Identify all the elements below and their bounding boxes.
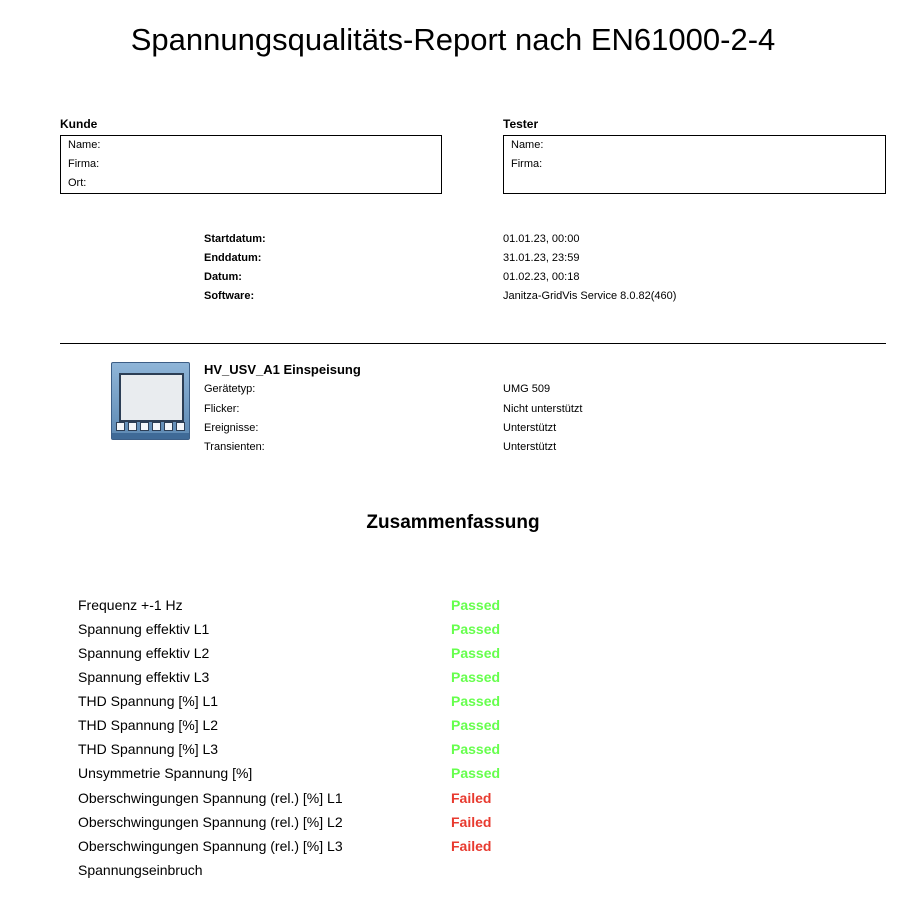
- tester-label: Tester: [503, 117, 539, 131]
- summary-row-label: Spannungseinbruch: [78, 862, 203, 878]
- enddatum-value: 31.01.23, 23:59: [503, 252, 580, 264]
- summary-row-status: Passed: [451, 717, 501, 733]
- device-image: [111, 362, 190, 440]
- kunde-label: Kunde: [60, 117, 98, 131]
- startdatum-value: 01.01.23, 00:00: [503, 233, 580, 245]
- transienten-label: Transienten:: [204, 441, 265, 453]
- summary-row-label: THD Spannung [%] L3: [78, 741, 219, 757]
- summary-row-status: Failed: [451, 814, 492, 830]
- startdatum-label: Startdatum:: [204, 233, 266, 245]
- summary-row-label: Oberschwingungen Spannung (rel.) [%] L1: [78, 790, 343, 806]
- summary-row-label: Spannung effektiv L2: [78, 645, 210, 661]
- flicker-label: Flicker:: [204, 403, 240, 415]
- software-value: Janitza-GridVis Service 8.0.82(460): [503, 290, 677, 302]
- kunde-ort-line: Ort:: [68, 177, 87, 189]
- geraetetyp-value: UMG 509: [503, 383, 551, 395]
- transienten-value: Unterstützt: [503, 441, 557, 453]
- ereignisse-value: Unterstützt: [503, 422, 557, 434]
- software-label: Software:: [204, 290, 255, 302]
- summary-row-label: THD Spannung [%] L2: [78, 717, 219, 733]
- summary-row-status: Failed: [451, 790, 492, 806]
- flicker-value: Nicht unterstützt: [503, 403, 583, 415]
- summary-row-status: Passed: [451, 621, 501, 637]
- summary-heading: Zusammenfassung: [366, 512, 540, 533]
- summary-row-status: Passed: [451, 645, 501, 661]
- summary-row-status: Passed: [451, 741, 501, 757]
- geraetetyp-label: Gerätetyp:: [204, 383, 256, 395]
- tester-firma-line: Firma:: [511, 158, 543, 170]
- divider: [60, 343, 886, 344]
- report-title: Spannungsqualitäts-Report nach EN61000-2-4: [130, 22, 776, 57]
- datum-value: 01.02.23, 00:18: [503, 271, 580, 283]
- summary-row-label: THD Spannung [%] L1: [78, 693, 219, 709]
- tester-box: [503, 135, 886, 194]
- ereignisse-label: Ereignisse:: [204, 422, 259, 434]
- summary-row-label: Spannung effektiv L3: [78, 669, 210, 685]
- summary-row-status: Failed: [451, 838, 492, 854]
- summary-row-status: Passed: [451, 669, 501, 685]
- kunde-box: [60, 135, 442, 194]
- summary-row-label: Frequenz +-1 Hz: [78, 597, 183, 613]
- summary-row-label: Unsymmetrie Spannung [%]: [78, 765, 253, 781]
- tester-name-line: Name:: [504, 135, 885, 155]
- summary-row-status: Passed: [451, 693, 501, 709]
- summary-row-label: Oberschwingungen Spannung (rel.) [%] L3: [78, 838, 343, 854]
- datum-label: Datum:: [204, 271, 242, 283]
- kunde-firma-line: Firma:: [68, 158, 100, 170]
- enddatum-label: Enddatum:: [204, 252, 262, 264]
- summary-row-label: Spannung effektiv L1: [78, 621, 210, 637]
- kunde-name-line: Name:: [61, 135, 441, 155]
- device-name: HV_USV_A1 Einspeisung: [204, 362, 361, 377]
- summary-row-status: Passed: [451, 765, 501, 781]
- summary-row-label: Oberschwingungen Spannung (rel.) [%] L2: [78, 814, 343, 830]
- summary-row-status: Passed: [451, 597, 501, 613]
